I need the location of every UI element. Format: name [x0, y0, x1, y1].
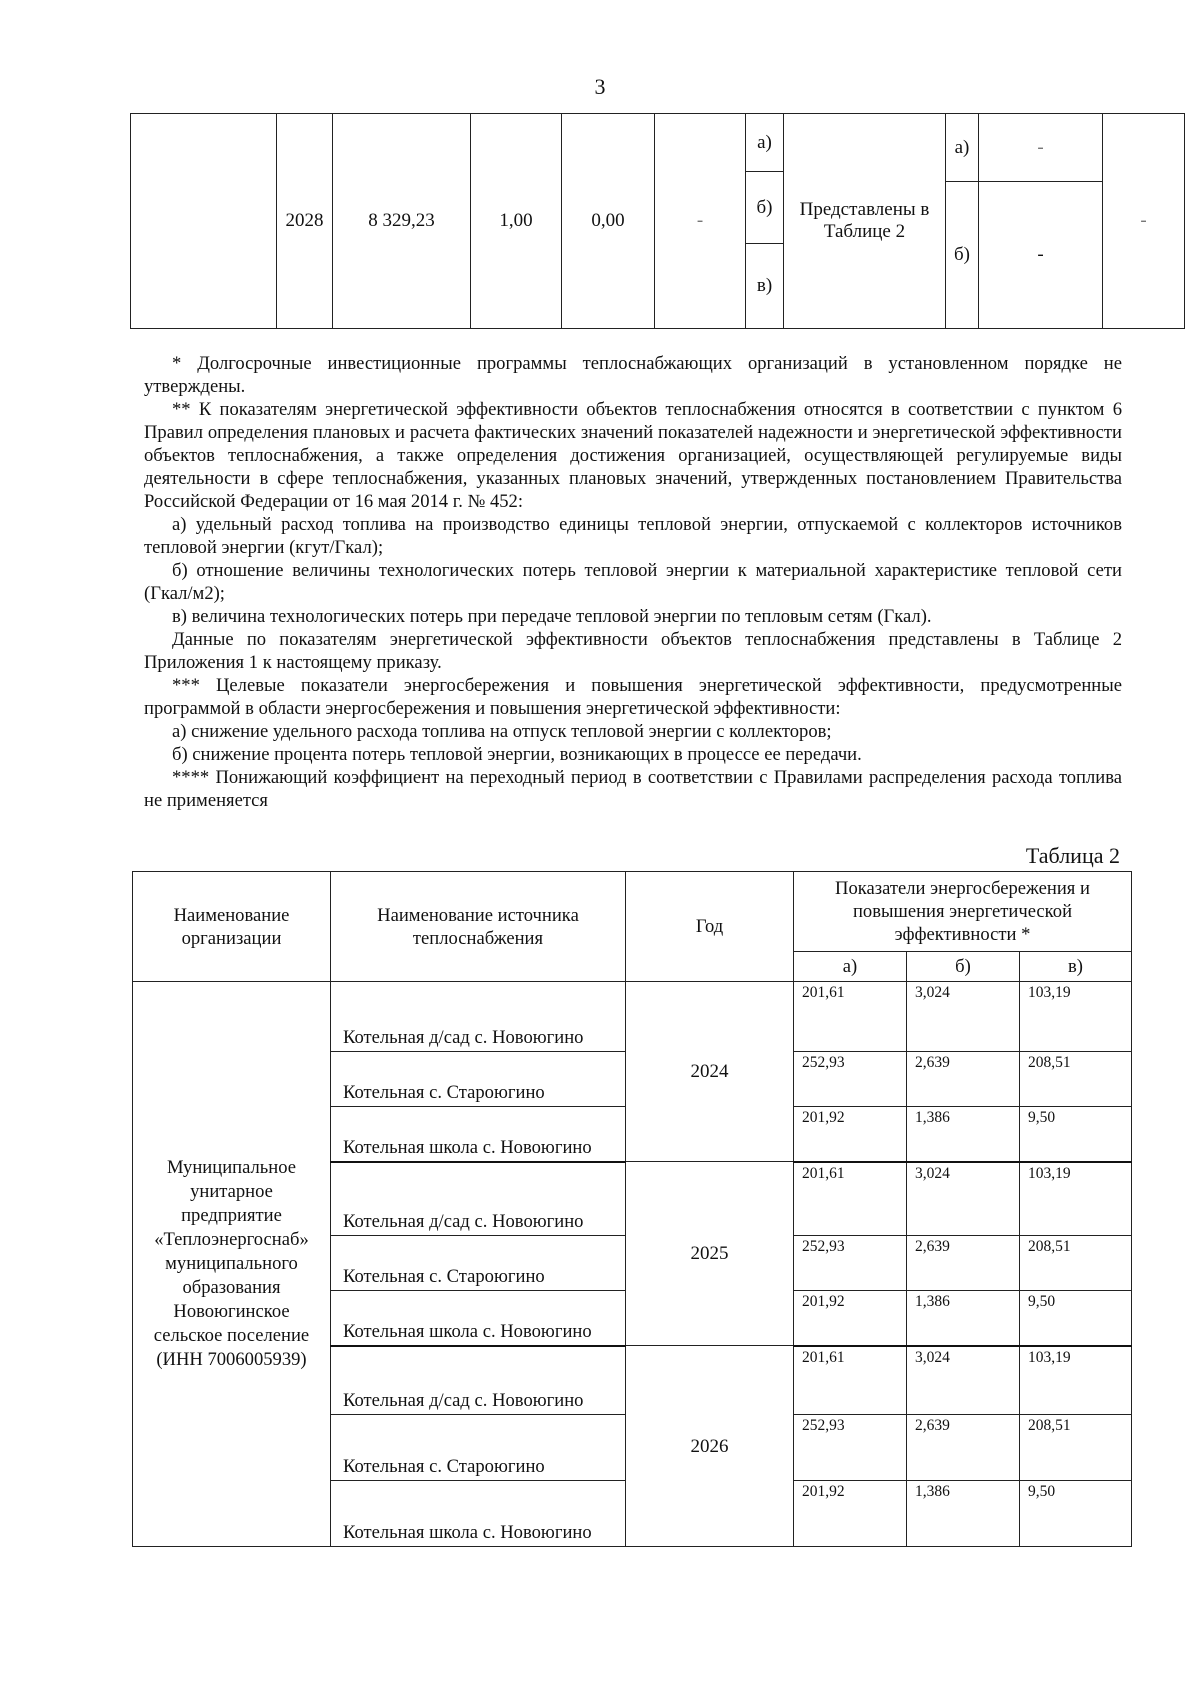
- indicator-c: 9,50: [1020, 1291, 1132, 1346]
- value-cell: 1,00: [471, 114, 562, 329]
- footnote: * Долгосрочные инвестиционные программы теплоснабжающих организаций в установленном порядке не утверждены.: [144, 353, 1122, 397]
- value-cell: 0,00: [562, 114, 655, 329]
- footnote: *** Целевые показатели энергосбережения и повышения энергетической эффективности, предусмотренные программой в области энергосбережения и повышения энергетической эффективности:: [144, 675, 1122, 719]
- indicator-b: 1,386: [907, 1481, 1020, 1547]
- header-sub-c: в): [1020, 952, 1132, 982]
- header-source: Наименование источника теплоснабжения: [331, 872, 626, 982]
- source-name: Котельная с. Староюгино: [331, 1415, 626, 1481]
- indicator-b: 2,639: [907, 1052, 1020, 1107]
- letter-cell: в): [746, 244, 784, 329]
- source-name: Котельная д/сад с. Новоюгино: [331, 1162, 626, 1236]
- indicator-c: 208,51: [1020, 1415, 1132, 1481]
- indicator-a: 252,93: [794, 1415, 907, 1481]
- indicator-c: 9,50: [1020, 1481, 1132, 1547]
- footnote: б) отношение величины технологических потерь тепловой энергии к материальной характеристике тепловой сети (Гкал/м2);: [144, 560, 1122, 604]
- indicator-c: 103,19: [1020, 1346, 1132, 1415]
- indicator-a: 252,93: [794, 1052, 907, 1107]
- empty-org-cell: [131, 114, 277, 329]
- indicator-a: 201,61: [794, 1162, 907, 1236]
- footnote: в) величина технологических потерь при передаче тепловой энергии по тепловым сетям (Гкал).: [172, 606, 932, 627]
- organization-name: Муниципальное унитарное предприятие «Теплоэнергоснаб» муниципального образования Новоюгинское сельское поселение (ИНН 7006005939): [133, 982, 331, 1547]
- year-cell: 2025: [626, 1162, 794, 1346]
- indicator-b: 1,386: [907, 1291, 1020, 1346]
- value-cell: -: [979, 182, 1103, 329]
- header-org: Наименование организации: [133, 872, 331, 982]
- letter-cell: а): [946, 114, 979, 182]
- table-caption: Таблица 2: [1025, 843, 1120, 868]
- indicator-a: 252,93: [794, 1236, 907, 1291]
- source-name: Котельная д/сад с. Новоюгино: [331, 982, 626, 1052]
- indicator-c: 103,19: [1020, 982, 1132, 1052]
- table-2: [132, 871, 1132, 1547]
- header-year: Год: [626, 872, 794, 982]
- footnote: ** К показателям энергетической эффективности объектов теплоснабжения относятся в соответствии с пунктом 6 Правил определения плановых и расчета фактических значений показателей надежности и энергетической эффективности объектов теплоснабжения, а также определения достижения организацией, осуществляющей регулируемые виды деятельности в сфере теплоснабжения, указанных плановых значений, утвержденных постановлением Правительства Российской Федерации от 16 мая 2014 г. № 452:: [144, 399, 1122, 512]
- indicator-b: 3,024: [907, 982, 1020, 1052]
- indicator-b: 2,639: [907, 1415, 1020, 1481]
- source-name: Котельная с. Староюгино: [331, 1052, 626, 1107]
- year-cell: 2024: [626, 982, 794, 1162]
- source-name: Котельная школа с. Новоюгино: [331, 1481, 626, 1547]
- footnote: а) удельный расход топлива на производство единицы тепловой энергии, отпускаемой с коллекторов источников тепловой энергии (кгут/Гкал);: [144, 514, 1122, 558]
- indicator-c: 208,51: [1020, 1052, 1132, 1107]
- year-cell: 2026: [626, 1346, 794, 1547]
- source-name: Котельная школа с. Новоюгино: [331, 1107, 626, 1162]
- indicator-c: 9,50: [1020, 1107, 1132, 1162]
- header-sub-b: б): [907, 952, 1020, 982]
- value-cell: -: [979, 114, 1103, 182]
- header-indicators: Показатели энергосбережения и повышения энергетической эффективности *: [794, 872, 1132, 952]
- value-cell: -: [655, 114, 746, 329]
- page-number: 3: [594, 74, 606, 99]
- indicator-c: 208,51: [1020, 1236, 1132, 1291]
- footnote: Данные по показателям энергетической эффективности объектов теплоснабжения представлены в Таблице 2 Приложения 1 к настоящему приказу.: [144, 629, 1122, 673]
- indicator-a: 201,61: [794, 982, 907, 1052]
- indicator-b: 3,024: [907, 1346, 1020, 1415]
- source-name: Котельная д/сад с. Новоюгино: [331, 1346, 626, 1415]
- footnote: **** Понижающий коэффициент на переходный период в соответствии с Правилами распределения расхода топлива не применяется: [144, 767, 1122, 811]
- indicator-a: 201,61: [794, 1346, 907, 1415]
- footnotes: [144, 352, 1122, 812]
- letter-cell: а): [746, 114, 784, 172]
- header-sub-a: а): [794, 952, 907, 982]
- year-cell: 2028: [277, 114, 333, 329]
- indicator-a: 201,92: [794, 1107, 907, 1162]
- footnote: а) снижение удельного расхода топлива на отпуск тепловой энергии с коллекторов;: [172, 721, 832, 742]
- indicator-a: 201,92: [794, 1291, 907, 1346]
- letter-cell: б): [946, 182, 979, 329]
- indicator-b: 2,639: [907, 1236, 1020, 1291]
- value-cell: 8 329,23: [333, 114, 471, 329]
- indicator-a: 201,92: [794, 1481, 907, 1547]
- source-name: Котельная с. Староюгино: [331, 1236, 626, 1291]
- value-cell: -: [1103, 114, 1185, 329]
- continuation-table: [130, 113, 1185, 329]
- source-name: Котельная школа с. Новоюгино: [331, 1291, 626, 1346]
- indicator-b: 1,386: [907, 1107, 1020, 1162]
- letter-cell: б): [746, 172, 784, 244]
- presented-cell: Представлены в Таблице 2: [784, 114, 946, 329]
- indicator-b: 3,024: [907, 1162, 1020, 1236]
- indicator-c: 103,19: [1020, 1162, 1132, 1236]
- footnote: б) снижение процента потерь тепловой энергии, возникающих в процессе ее передачи.: [172, 744, 862, 765]
